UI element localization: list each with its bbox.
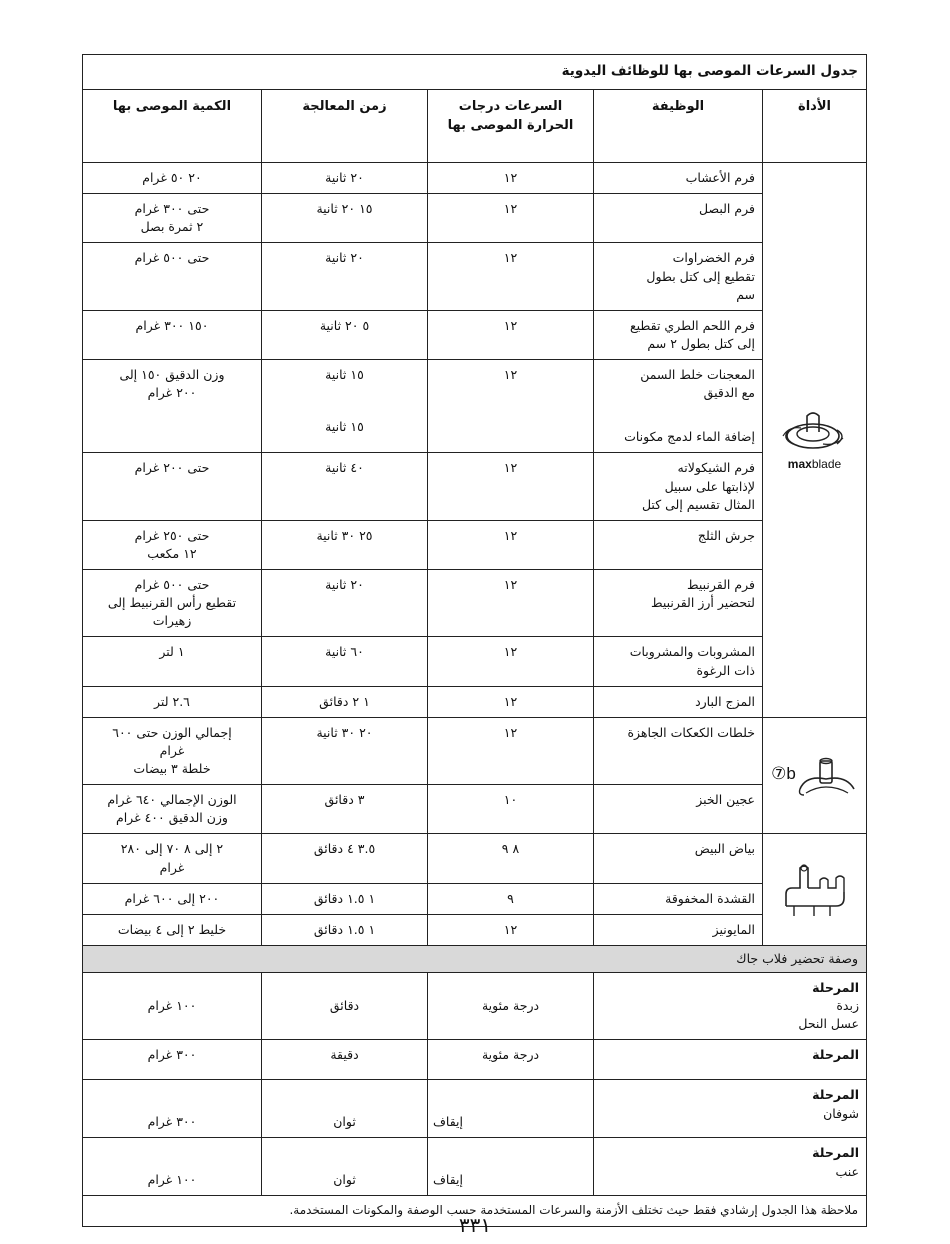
time-cell: ٢٥ ٣٠ ثانية xyxy=(262,520,428,569)
stage-items: زبدة عسل النحل xyxy=(798,998,859,1032)
table-row xyxy=(82,453,866,520)
stage-label: المرحلة xyxy=(812,1087,859,1103)
page-number: ٣٣١ xyxy=(458,1213,492,1237)
maxblade-label xyxy=(788,456,841,473)
function-cell: القشدة المخفوقة xyxy=(594,883,763,914)
table-row xyxy=(82,360,866,453)
speed-cell: إيقاف xyxy=(428,1080,594,1138)
speed-cell: ١٢ xyxy=(428,637,594,686)
table-row xyxy=(82,717,866,784)
quantity-cell: حتى ٣٠٠ غرام ٢ ثمرة بصل xyxy=(82,194,261,243)
header-function: الوظيفة xyxy=(594,90,763,163)
quantity-cell: ٢٠ ٥٠ غرام xyxy=(82,163,261,194)
time-cell: ٢٠ ثانية xyxy=(262,243,428,310)
function-cell: المشروبات والمشروبات ذات الرغوة xyxy=(594,637,763,686)
recipe-stage-row xyxy=(82,1138,866,1196)
stage-label: المرحلة xyxy=(812,1145,859,1161)
speed-cell: ١٢ xyxy=(428,360,594,453)
recipe-stage-row xyxy=(82,973,866,1040)
time-cell: ثوان xyxy=(262,1138,428,1196)
time-cell: ٤٠ ثانية xyxy=(262,453,428,520)
stage-label: المرحلة xyxy=(812,1047,859,1063)
time-cell: ٢٠ ٣٠ ثانية xyxy=(262,717,428,784)
table-row xyxy=(82,686,866,717)
header-time: زمن المعالجة xyxy=(262,90,428,163)
speed-cell: ١٢ xyxy=(428,717,594,784)
quantity-cell: ٣٠٠ غرام xyxy=(82,1040,261,1080)
maxblade-tool xyxy=(770,406,859,473)
time-cell: ثوان xyxy=(262,1080,428,1138)
speed-cell: درجة مئوية xyxy=(428,973,594,1040)
table-note: ملاحظة هذا الجدول إرشادي فقط حيث تختلف الأزمنة والسرعات المستخدمة حسب الوصفة والمكونات المستخدمة. xyxy=(82,1196,866,1226)
quantity-cell: الوزن الإجمالي ٦٤٠ غرام وزن الدقيق ٤٠٠ غرام xyxy=(82,785,261,834)
time-cell: ١ ٢ دقائق xyxy=(262,686,428,717)
dough-tool-icon xyxy=(796,753,858,799)
table-row xyxy=(82,194,866,243)
tool-whisk xyxy=(763,834,867,946)
stage-items: شوفان xyxy=(823,1105,859,1121)
dough-tool-label: ⑦b xyxy=(771,764,796,784)
time-cell: دقيقة xyxy=(262,1040,428,1080)
time-cell xyxy=(262,360,428,453)
quantity-cell: ١٥٠ ٣٠٠ غرام xyxy=(82,310,261,359)
function-cell: خلطات الكعكات الجاهزة xyxy=(594,717,763,784)
speed-cell: ١٢ xyxy=(428,194,594,243)
speed-cell: ١٢ xyxy=(428,686,594,717)
time-cell: ١ ١.٥ دقائق xyxy=(262,914,428,945)
table-row xyxy=(82,520,866,569)
function-text-2: إضافة الماء لدمج مكونات xyxy=(624,429,755,445)
recipe-title-row xyxy=(82,945,866,972)
quantity-cell: حتى ٥٠٠ غرام xyxy=(82,243,261,310)
time-text: ١٥ ثانية xyxy=(325,367,364,382)
stage-cell xyxy=(594,973,867,1040)
time-text-2: ١٥ ثانية xyxy=(325,419,364,435)
function-cell: عجين الخبز xyxy=(594,785,763,834)
quantity-cell: ٢.٦ لتر xyxy=(82,686,261,717)
header-row xyxy=(82,90,866,163)
quantity-cell: ٢٠٠ إلى ٦٠٠ غرام xyxy=(82,883,261,914)
time-cell: ٢٠ ثانية xyxy=(262,570,428,637)
recipe-stage-row xyxy=(82,1040,866,1080)
quantity-cell: إجمالي الوزن حتى ٦٠٠ غرام خلطة ٣ بيضات xyxy=(82,717,261,784)
speed-cell: ١٢ xyxy=(428,163,594,194)
maxblade-label-bold: max xyxy=(787,457,812,472)
speed-cell: ١٢ xyxy=(428,310,594,359)
spacer xyxy=(601,402,755,428)
spacer xyxy=(269,384,420,418)
time-cell: ٥ ٢٠ ثانية xyxy=(262,310,428,359)
recipe-stage-row xyxy=(82,1080,866,1138)
speed-cell: ١٢ xyxy=(428,520,594,569)
quantity-cell: ١ لتر xyxy=(82,637,261,686)
time-cell: ٣ دقائق xyxy=(262,785,428,834)
speed-cell: ٩ xyxy=(428,883,594,914)
table-row xyxy=(82,637,866,686)
quantity-cell: ٣٠٠ غرام xyxy=(82,1080,261,1138)
table-row xyxy=(82,163,866,194)
function-cell: فرم الخضراوات تقطيع إلى كتل بطول سم xyxy=(594,243,763,310)
tool-maxblade xyxy=(763,163,867,718)
table-row xyxy=(82,914,866,945)
quantity-cell: حتى ٢٥٠ غرام ١٢ مكعب xyxy=(82,520,261,569)
time-cell: ١ ١.٥ دقائق xyxy=(262,883,428,914)
function-cell: جرش الثلج xyxy=(594,520,763,569)
quantity-cell: وزن الدقيق ١٥٠ إلى ٢٠٠ غرام xyxy=(82,360,261,453)
table-row xyxy=(82,883,866,914)
speed-cell: ١٢ xyxy=(428,243,594,310)
speed-cell: ١٢ xyxy=(428,453,594,520)
quantity-cell: ١٠٠ غرام xyxy=(82,973,261,1040)
function-text: المعجنات خلط السمن مع الدقيق xyxy=(640,367,755,401)
time-cell: دقائق xyxy=(262,973,428,1040)
quantity-cell: ١٠٠ غرام xyxy=(82,1138,261,1196)
function-cell: فرم اللحم الطري تقطيع إلى كتل بطول ٢ سم xyxy=(594,310,763,359)
recipe-title: وصفة تحضير فلاب جاك xyxy=(82,945,866,972)
quantity-cell: حتى ٢٠٠ غرام xyxy=(82,453,261,520)
stage-cell xyxy=(594,1040,867,1080)
speed-cell: درجة مئوية xyxy=(428,1040,594,1080)
table-title: جدول السرعات الموصى بها للوظائف اليدوية xyxy=(82,55,866,90)
time-cell: ٣.٥ ٤ دقائق xyxy=(262,834,428,883)
speed-table-page xyxy=(83,54,867,1227)
time-cell: ٦٠ ثانية xyxy=(262,637,428,686)
dough-tool xyxy=(770,753,859,799)
quantity-cell: حتى ٥٠٠ غرام تقطيع رأس القرنبيط إلى زهيرات xyxy=(82,570,261,637)
stage-cell xyxy=(594,1080,867,1138)
header-tool: الأداة xyxy=(763,90,867,163)
stage-label: المرحلة xyxy=(812,980,859,995)
quantity-cell: خليط ٢ إلى ٤ بيضات xyxy=(82,914,261,945)
table-row xyxy=(82,785,866,834)
table-title-row xyxy=(82,55,866,90)
function-cell: فرم البصل xyxy=(594,194,763,243)
table-row xyxy=(82,570,866,637)
header-quantity: الكمية الموصى بها xyxy=(82,90,261,163)
speed-cell: ٨ ٩ xyxy=(428,834,594,883)
header-speed: السرعات درجات الحرارة الموصى بها xyxy=(428,90,594,163)
speed-table xyxy=(82,54,867,1227)
stage-cell xyxy=(594,1138,867,1196)
stage-items: عنب xyxy=(835,1163,859,1179)
time-cell: ١٥ ٢٠ ثانية xyxy=(262,194,428,243)
whisk-tool xyxy=(770,858,859,922)
function-cell: فرم الشيكولاته لإذابتها على سبيل المثال تقسيم إلى كتل xyxy=(594,453,763,520)
function-cell: المزج البارد xyxy=(594,686,763,717)
whisk-icon xyxy=(780,858,850,922)
maxblade-icon xyxy=(779,406,851,458)
function-cell: المايونيز xyxy=(594,914,763,945)
table-row xyxy=(82,834,866,883)
tool-dough xyxy=(763,717,867,834)
function-cell: فرم القرنبيط لتحضير أرز القرنبيط xyxy=(594,570,763,637)
function-cell: فرم الأعشاب xyxy=(594,163,763,194)
function-cell xyxy=(594,360,763,453)
time-cell: ٢٠ ثانية xyxy=(262,163,428,194)
quantity-cell: ٢ إلى ٨ ٧٠ إلى ٢٨٠ غرام xyxy=(82,834,261,883)
speed-cell: ١٢ xyxy=(428,914,594,945)
table-row xyxy=(82,243,866,310)
table-row xyxy=(82,310,866,359)
speed-cell: إيقاف xyxy=(428,1138,594,1196)
function-cell: بياض البيض xyxy=(594,834,763,883)
speed-cell: ١٢ xyxy=(428,570,594,637)
maxblade-label-rest: blade xyxy=(811,457,842,472)
speed-cell: ١٠ xyxy=(428,785,594,834)
